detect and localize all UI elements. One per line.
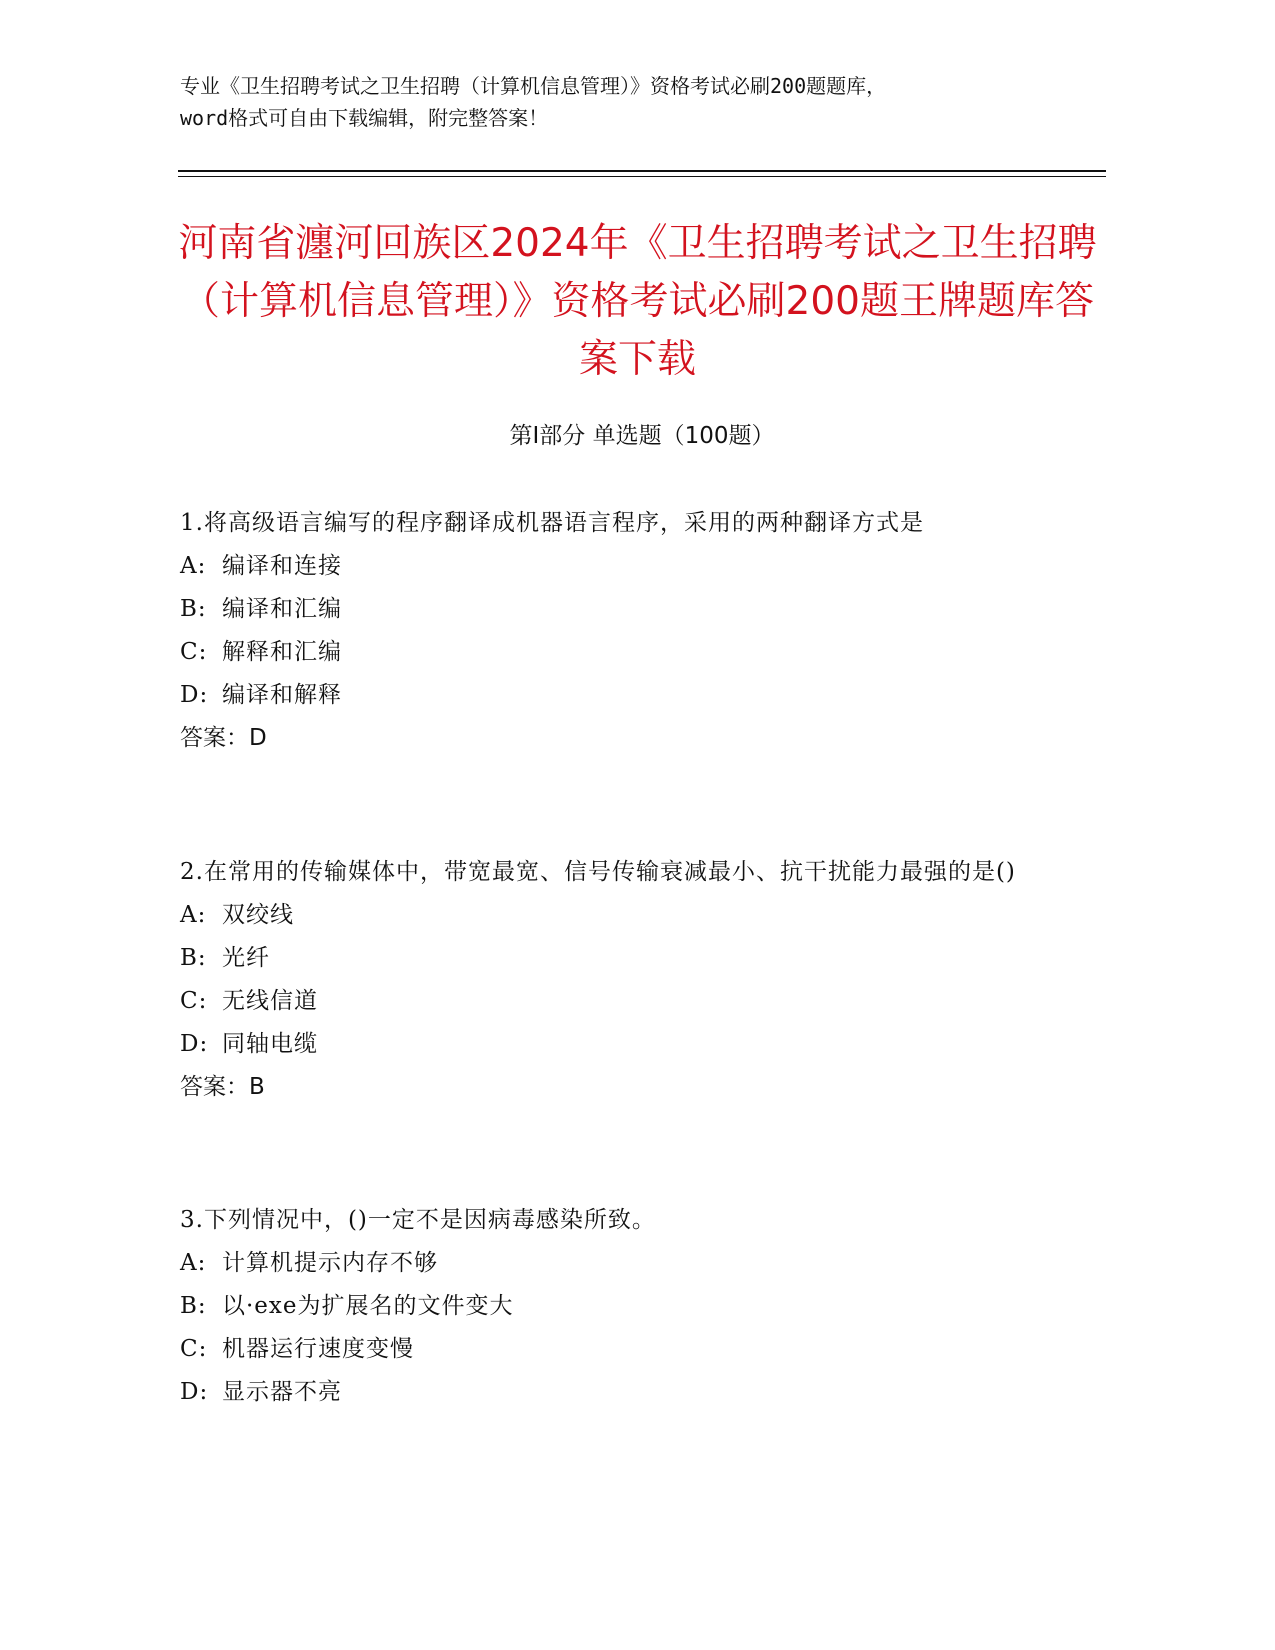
option-text: 解释和汇编 <box>222 639 342 665</box>
option-a <box>180 1242 1030 1285</box>
document-title: 河南省瀍河回族区2024年《卫生招聘考试之卫生招聘（计算机信息管理）》资格考试必刷200题王牌题库答案下载 <box>178 221 1097 382</box>
option-c <box>180 631 1030 674</box>
option-d <box>180 674 1030 717</box>
option-letter: A: <box>180 1250 207 1276</box>
header-divider-thin <box>178 176 1106 177</box>
question-1 <box>180 502 1030 760</box>
option-letter: C: <box>180 1336 208 1362</box>
option-letter: A: <box>180 553 207 579</box>
section-heading: 第Ⅰ部分 单选题（100题） <box>509 423 775 449</box>
option-letter: B: <box>180 1293 207 1319</box>
option-text: 以·exe为扩展名的文件变大 <box>222 1293 514 1319</box>
header-note-line-2: word格式可自由下载编辑，附完整答案！ <box>180 106 549 130</box>
option-text: 计算机提示内存不够 <box>222 1250 438 1276</box>
option-letter: B: <box>180 596 207 622</box>
option-text: 同轴电缆 <box>222 1031 318 1057</box>
option-d <box>180 1371 1030 1414</box>
answer: 答案：D <box>180 725 267 751</box>
option-letter: C: <box>180 639 208 665</box>
option-text: 光纤 <box>222 945 270 971</box>
option-a <box>180 545 1030 588</box>
answer: 答案：B <box>180 1074 265 1100</box>
option-text: 无线信道 <box>222 988 318 1014</box>
option-text: 编译和汇编 <box>222 596 342 622</box>
option-letter: C: <box>180 988 208 1014</box>
option-b <box>180 1285 1030 1328</box>
question-2 <box>180 851 1030 1109</box>
option-b <box>180 937 1030 980</box>
header-divider-thick <box>178 170 1106 172</box>
question-stem: 3.下列情况中，()一定不是因病毒感染所致。 <box>180 1207 656 1233</box>
question-stem: 2.在常用的传输媒体中，带宽最宽、信号传输衰减最小、抗干扰能力最强的是() <box>180 859 1016 885</box>
option-letter: D: <box>180 1379 209 1405</box>
header-note-line-1: 专业《卫生招聘考试之卫生招聘（计算机信息管理）》资格考试必刷200题题库， <box>180 74 887 98</box>
option-c <box>180 1328 1030 1371</box>
question-stem: 1.将高级语言编写的程序翻译成机器语言程序，采用的两种翻译方式是 <box>180 510 924 536</box>
option-text: 机器运行速度变慢 <box>222 1336 414 1362</box>
option-text: 编译和解释 <box>222 682 342 708</box>
option-text: 双绞线 <box>222 902 294 928</box>
option-a <box>180 894 1030 937</box>
option-letter: A: <box>180 902 207 928</box>
option-text: 编译和连接 <box>222 553 342 579</box>
option-d <box>180 1023 1030 1066</box>
option-c <box>180 980 1030 1023</box>
question-3 <box>180 1199 1030 1414</box>
header-note <box>180 70 1110 134</box>
option-letter: B: <box>180 945 207 971</box>
option-letter: D: <box>180 1031 209 1057</box>
option-b <box>180 588 1030 631</box>
option-letter: D: <box>180 682 209 708</box>
option-text: 显示器不亮 <box>222 1379 342 1405</box>
